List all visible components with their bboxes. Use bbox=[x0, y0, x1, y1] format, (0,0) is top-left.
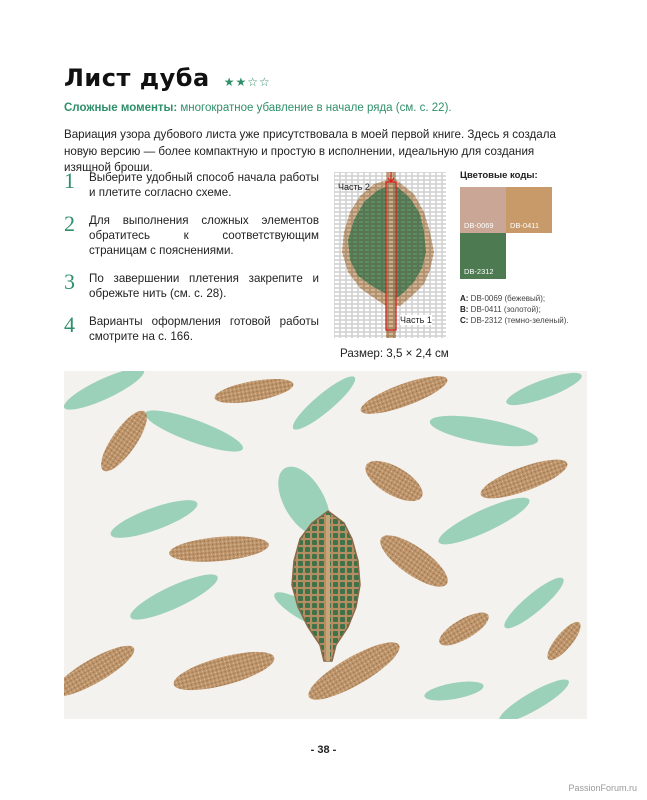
step-item bbox=[64, 271, 319, 301]
swatch-label: DB-0069 bbox=[464, 221, 494, 230]
swatch-db0069 bbox=[460, 187, 506, 233]
step-item bbox=[64, 314, 319, 344]
swatch-label: DB-0411 bbox=[510, 221, 540, 230]
step-text: Для выполнения сложных элементов обратитесь к соответствующим страницам с пояснениями. bbox=[89, 214, 319, 257]
intro-paragraph: Вариация узора дубового листа уже присутствовала в моей первой книге. Здесь я создала новую версию — более компактную и простую в исполнении, идеальную для создания изящной броши. bbox=[64, 128, 556, 174]
page-title: Лист дуба bbox=[64, 64, 210, 92]
step-text: Выберите удобный способ начала работы и плетите согласно схеме. bbox=[89, 171, 319, 199]
steps-list bbox=[64, 170, 319, 357]
swatch-db0411 bbox=[506, 187, 552, 233]
color-legend bbox=[460, 293, 590, 326]
legend-item bbox=[460, 304, 590, 315]
legend-text: DB-0411 (золотой); bbox=[468, 305, 541, 314]
step-number: 4 bbox=[64, 312, 75, 337]
legend-item bbox=[460, 293, 590, 304]
watermark: PassionForum.ru bbox=[568, 783, 637, 793]
legend-text: DB-0069 (бежевый); bbox=[468, 294, 546, 303]
legend-key: C: bbox=[460, 316, 469, 325]
legend-item bbox=[460, 315, 590, 326]
swatch-label: DB-2312 bbox=[464, 267, 494, 276]
step-item bbox=[64, 213, 319, 258]
legend-text: DB-2312 (темно-зеленый). bbox=[468, 316, 569, 325]
difficulty-text: многократное убавление в начале ряда (см. с. 22). bbox=[177, 102, 452, 114]
feather-background-illustration bbox=[64, 371, 587, 719]
step-text: По завершении плетения закрепите и обрежьте нить (см. с. 28). bbox=[89, 272, 319, 300]
color-codes-title: Цветовые коды: bbox=[460, 170, 538, 181]
step-text: Варианты оформления готовой работы смотрите на с. 166. bbox=[89, 315, 319, 343]
step-number: 1 bbox=[64, 168, 75, 193]
difficulty-note bbox=[64, 102, 452, 114]
title-row bbox=[64, 64, 271, 92]
bead-scheme-diagram bbox=[334, 172, 446, 338]
size-caption: Размер: 3,5 × 2,4 см bbox=[340, 347, 449, 360]
color-swatches bbox=[460, 187, 552, 279]
filled-stars-icon: ★★ bbox=[223, 75, 248, 89]
difficulty-rating bbox=[224, 75, 271, 89]
step-number: 3 bbox=[64, 269, 75, 294]
swatch-db2312 bbox=[460, 233, 506, 279]
scheme-part1-label: Часть 1 bbox=[400, 315, 432, 325]
brooch-photo bbox=[64, 371, 587, 719]
bead-scheme bbox=[334, 172, 446, 338]
color-codes bbox=[460, 170, 590, 326]
empty-stars-icon: ☆☆ bbox=[247, 75, 271, 89]
legend-key: A: bbox=[460, 294, 469, 303]
page-number: - 38 - bbox=[310, 744, 337, 756]
scheme-part2-label: Часть 2 bbox=[338, 182, 370, 192]
step-number: 2 bbox=[64, 211, 75, 236]
difficulty-label: Сложные моменты: bbox=[64, 102, 178, 114]
step-item bbox=[64, 170, 319, 200]
legend-key: B: bbox=[460, 305, 469, 314]
